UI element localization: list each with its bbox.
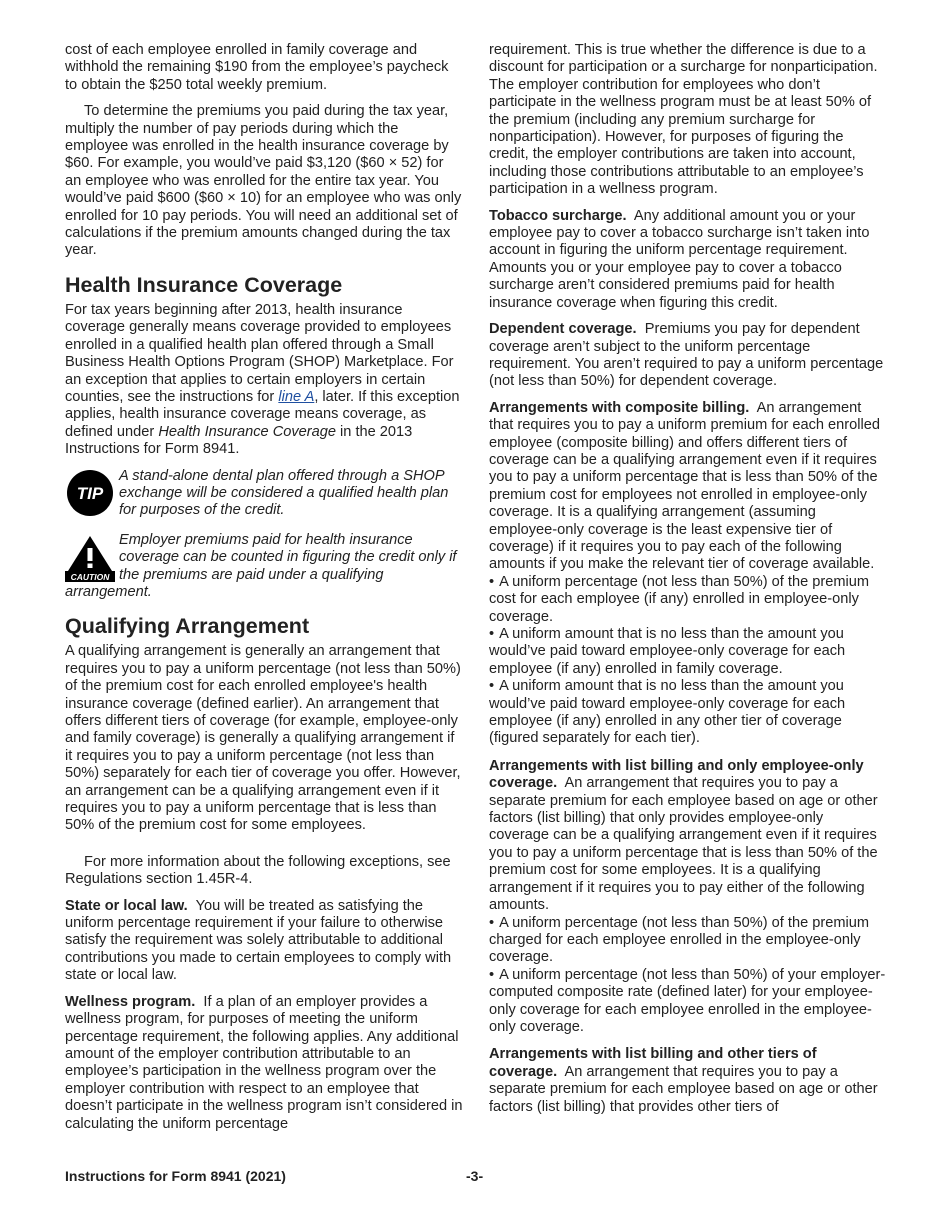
list-item: • A uniform amount that is no less than the amount you would’ve paid toward employee-only coverage for each employee (if any) enrolled in family coverage.	[489, 626, 887, 678]
list-item: • A uniform percentage (not less than 50%) of your employer-computed composite rate (defined later) for your employee-only coverage for each employee enrolled in the employee-only coverage.	[489, 967, 887, 1037]
paragraph-dependent: Dependent coverage. Premiums you pay for dependent coverage aren’t subject to the uniform percentage requirement. You aren’t required to pay a uniform percentage (not less than 50%) for dependent coverage.	[489, 321, 884, 390]
section-heading-health-insurance: Health Insurance Coverage	[65, 272, 343, 297]
tip-note	[65, 468, 463, 520]
paragraph: cost of each employee enrolled in family coverage and withhold the remaining $190 from the employee’s paycheck to obtain the $250 total weekly premium.	[65, 42, 449, 93]
section-heading-qualifying-arrangement: Qualifying Arrangement	[65, 614, 310, 639]
list-item: • A uniform percentage (not less than 50%) of the premium cost for each employee (if any) enrolled in employee-only coverage.	[489, 574, 887, 626]
svg-text:TIP: TIP	[76, 483, 104, 503]
list-item: • A uniform amount that is no less than the amount you would’ve paid toward employee-only coverage for each employee (if any) enrolled in any other tier of coverage (figured separately for each tier).	[489, 678, 887, 748]
paragraph-state-law: State or local law. You will be treated as satisfying the uniform percentage requirement if your failure to otherwise satisfy the requirement was solely attributable to additional contributions you made to certain employees to comply with state or local law.	[65, 897, 452, 984]
paragraph: For more information about the following exceptions, see Regulations section 1.45R-4.	[65, 853, 451, 888]
list-item: • A uniform percentage (not less than 50%) of the premium charged for each employee enrolled in the employee-only coverage.	[489, 915, 887, 967]
caution-note	[65, 532, 463, 602]
paragraph: To determine the premiums you paid during the tax year, multiply the number of pay periods during which the employee was enrolled in the health insurance coverage by $60. For example, you would’ve paid $3,120 ($60 × 52) for an employee who was enrolled for the entire tax year. You would’ve paid $600 ($60 × 10) for an employee who was only enrolled for 10 pay periods. You will need an additional set of calculations if the premium amounts changed during the tax year.	[65, 103, 462, 259]
paragraph-composite: Arrangements with composite billing. An arrangement that requires you to pay a uniform premium for each enrolled employee (composite billing) and offers different tiers of coverage can be a qualifying arrangement even if it requires you to pay a uniform percentage that is less than 50% of the premium cost for employees not enrolled in employee-only coverage. It is a qualifying arrangement (assuming employee-only coverage is the least expensive tier of coverage) if it requires you to pay each of the following amounts if you make the relevant tier of coverage available.	[489, 399, 880, 573]
right-column	[489, 42, 887, 1125]
page-footer	[65, 1168, 887, 1184]
tip-text: A stand-alone dental plan offered through a SHOP exchange will be considered a qualified health plan for purposes of the credit.	[119, 467, 449, 519]
left-column	[65, 42, 463, 1142]
caution-icon	[65, 534, 115, 582]
line-a-link[interactable]: line A	[278, 388, 315, 405]
page-number: -3-	[466, 1168, 484, 1184]
paragraph-wellness: Wellness program. If a plan of an employer provides a wellness program, for purposes of meeting the uniform percentage requirement, the following applies. Any additional amount of the employer contribution attributable to an employee’s participation in the wellness program over the employer contribution with respect to an employee that doesn’t participate in the wellness program isn’t considered in calculating the uniform percentage	[65, 993, 463, 1132]
paragraph-list-billing: Arrangements with list billing and only employee-only coverage. An arrangement that requires you to pay a separate premium for each employee based on age or other factors (list billing) that only provides employee-only coverage can be a qualifying arrangement even if it requires you to pay a uniform percentage that is less than 50% of the premium cost for some employees. It is a qualifying arrangement if it requires you to pay either of the following amounts.	[489, 757, 878, 914]
caution-text: Employer premiums paid for health insurance coverage can be counted in figuring the credit only if the premiums are paid under a qualifying arrangement.	[65, 531, 457, 600]
paragraph: A qualifying arrangement is generally an arrangement that requires you to pay a uniform percentage (not less than 50%) of the premium cost for each enrolled employee's health insurance coverage (defined earlier). An arrangement that offers different tiers of coverage (for example, employee-only and family coverage) is generally a qualifying arrangement if it requires you to pay a uniform percentage (not less than 50%) separately for each tier of coverage you offer. However, an arrangement can be a qualifying arrangement even if it requires you to pay a uniform percentage that is less than 50% of the premium cost for some employees.	[65, 643, 461, 834]
paragraph-tobacco: Tobacco surcharge. Any additional amount you or your employee pay to cover a tobacco surcharge isn’t taken into account in figuring the uniform percentage requirement. Amounts you or your employee pay to cover a tobacco surcharge aren’t considered premiums paid for health insurance coverage when figuring this credit.	[489, 207, 870, 311]
paragraph-other-tiers: Arrangements with list billing and other tiers of coverage. An arrangement that requires you to pay a separate premium for each employee based on age or other factors (list billing) that provides other tiers of	[489, 1046, 878, 1115]
tip-icon	[65, 468, 115, 518]
paragraph-health-insurance: For tax years beginning after 2013, health insurance coverage generally means coverage provided to employees enrolled in a qualified health plan offered through a Small Business Health Options Program (SHOP) Marketplace. For an exception that applies to certain employers in certain counties, see the instructions for line A, later. If this exception applies, health insurance coverage means coverage, as defined under Health Insurance Coverage in the 2013 Instructions for Form 8941.	[65, 301, 460, 458]
svg-text:CAUTION: CAUTION	[70, 571, 110, 582]
footer-form-title: Instructions for Form 8941 (2021)	[65, 1168, 286, 1184]
paragraph: requirement. This is true whether the difference is due to a discount for participation or a surcharge for nonparticipation. The employer contribution for employees who don’t participate in the wellness program must be at least 50% of the premium (including any premium surcharge for nonparticipation). However, for purposes of figuring the credit, the employer contributions are taken into account, including those contributions attributable to an employee’s participation in a wellness program.	[489, 42, 878, 198]
